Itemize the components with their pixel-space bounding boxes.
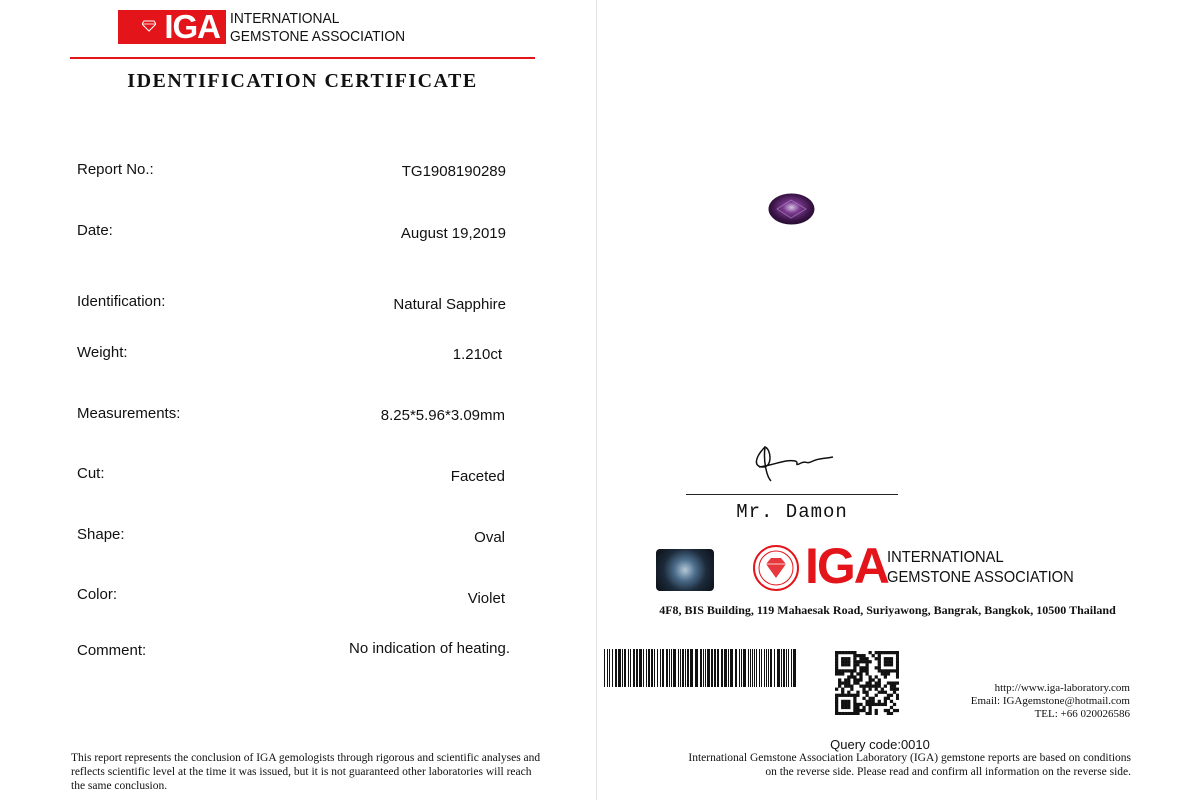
disclaimer-text: This report represents the conclusion of IGA gemologists through rigorous and scientific analyses and reflects scientific level at the time it was issued, but it is not guaranteed other laboratories will reach the same conclusion. [71,752,541,792]
website-link[interactable]: http://www.iga-laboratory.com [994,682,1130,694]
org-name-line1: INTERNATIONAL [230,10,340,27]
field-value-date: August 19,2019 [400,225,506,242]
field-value-comment: No indication of heating. [349,640,510,657]
field-label-comment: Comment: [77,642,147,659]
certificate-title: IDENTIFICATION CERTIFICATE [127,70,478,92]
signature [745,437,840,482]
signatory-name: Mr. Damon [736,501,848,523]
field-label-date: Date: [77,222,113,239]
field-label-weight: Weight: [77,344,128,361]
email-text: Email: IGAgemstone@hotmail.com [970,695,1130,707]
diamond-seal-icon [752,544,800,592]
field-value-identification: Natural Sapphire [393,296,506,313]
reverse-side-notice: International Gemstone Association Laboratory (IGA) gemstone reports are based on conditions on the reverse side. Please read and confirm all information on the reverse side. [688,752,1131,778]
field-value-report-no: TG1908190289 [401,163,506,180]
lab-address: 4F8, BIS Building, 119 Mahaesak Road, Suriyawong, Bangrak, Bangkok, 10500 Thailand [659,603,1116,617]
header-rule [70,57,535,59]
organization-name [230,10,405,46]
field-value-shape: Oval [474,529,505,546]
field-value-color: Violet [467,590,505,607]
org-name-right-line2: GEMSTONE ASSOCIATION [887,569,1074,586]
barcode [604,649,796,687]
query-code: Query code:0010 [830,737,930,752]
signature-line [686,494,898,495]
phone-text: TEL: +66 020026586 [1034,708,1130,720]
field-label-measurements: Measurements: [77,405,181,422]
field-value-cut: Faceted [450,468,505,485]
field-label-color: Color: [77,586,118,603]
field-label-cut: Cut: [77,465,105,482]
field-label-report-no: Report No.: [77,161,154,178]
iga-logo-mark [118,10,226,44]
field-value-measurements: 8.25*5.96*3.09mm [380,407,505,424]
org-name-line2: GEMSTONE ASSOCIATION [230,28,406,45]
page-fold [596,0,597,800]
logo-iga-text: IGA [164,8,220,45]
diamond-icon [142,20,156,32]
field-label-shape: Shape: [77,526,125,543]
gemstone-photo [767,192,816,226]
field-label-identification: Identification: [77,293,166,310]
hologram-sticker [656,549,714,591]
org-name-right-line1: INTERNATIONAL [887,549,1004,566]
field-value-weight: 1.210ct [452,346,502,363]
contact-block [880,682,1130,721]
iga-logo-large: IGA [805,538,888,594]
organization-name-right [887,548,1074,588]
